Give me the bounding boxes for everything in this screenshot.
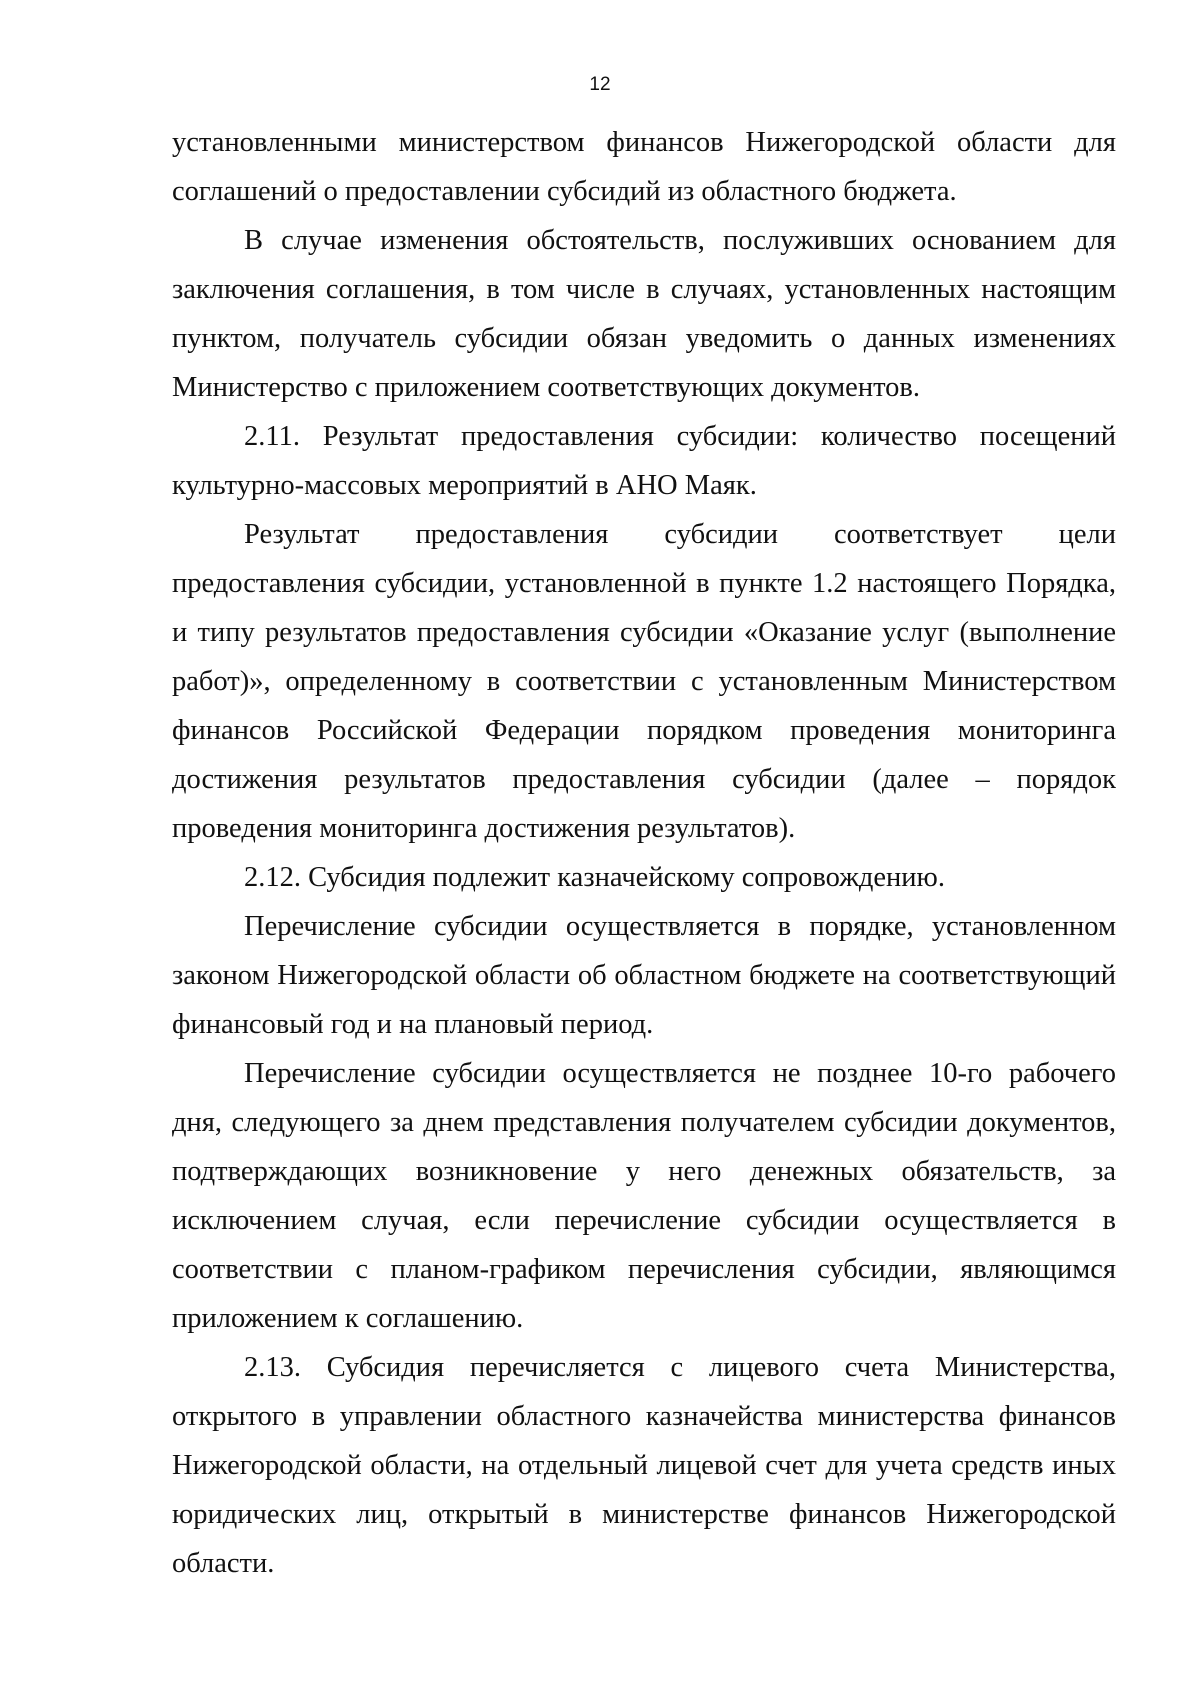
paragraph-8: 2.13. Субсидия перечисляется с лицевого счета Министерства, открытого в управлении областного казначейства министерства финансов Нижегородской области, на отдельный лицевой счет для учета средств иных юридических лиц, открытый в министерстве финансов Нижегородской области. [172, 1352, 1116, 1579]
paragraph-4: Результат предоставления субсидии соответствует цели предоставления субсидии, установленной в пункте 1.2 настоящего Порядка, и типу результатов предоставления субсидии «Оказание услуг (выполнение работ)», определенному в соответствии с установленным Министерством финансов Российской Федерации порядком проведения мониторинга достижения результатов предоставления субсидии (далее – порядок проведения мониторинга достижения результатов). [172, 519, 1116, 844]
paragraph-2: В случае изменения обстоятельств, послуживших основанием для заключения соглашения, в том числе в случаях, установленных настоящим пунктом, получатель субсидии обязан уведомить о данных изменениях Министерство с приложением соответствующих документов. [172, 225, 1116, 403]
page-number: 12 [589, 74, 611, 95]
paragraph-3: 2.11. Результат предоставления субсидии: количество посещений культурно-массовых мероприятий в АНО Маяк. [172, 421, 1116, 501]
paragraph-5: 2.12. Субсидия подлежит казначейскому сопровождению. [244, 862, 945, 893]
document-body [172, 118, 1116, 1588]
paragraph-1: установленными министерством финансов Нижегородской области для соглашений о предоставлении субсидий из областного бюджета. [172, 127, 1116, 207]
paragraph-6: Перечисление субсидии осуществляется в порядке, установленном законом Нижегородской области об областном бюджете на соответствующий финансовый год и на плановый период. [172, 911, 1116, 1040]
paragraph-7: Перечисление субсидии осуществляется не позднее 10-го рабочего дня, следующего за днем представления получателем субсидии документов, подтверждающих возникновение у него денежных обязательств, за исключением случая, если перечисление субсидии осуществляется в соответствии с планом-графиком перечисления субсидии, являющимся приложением к соглашению. [172, 1058, 1116, 1334]
